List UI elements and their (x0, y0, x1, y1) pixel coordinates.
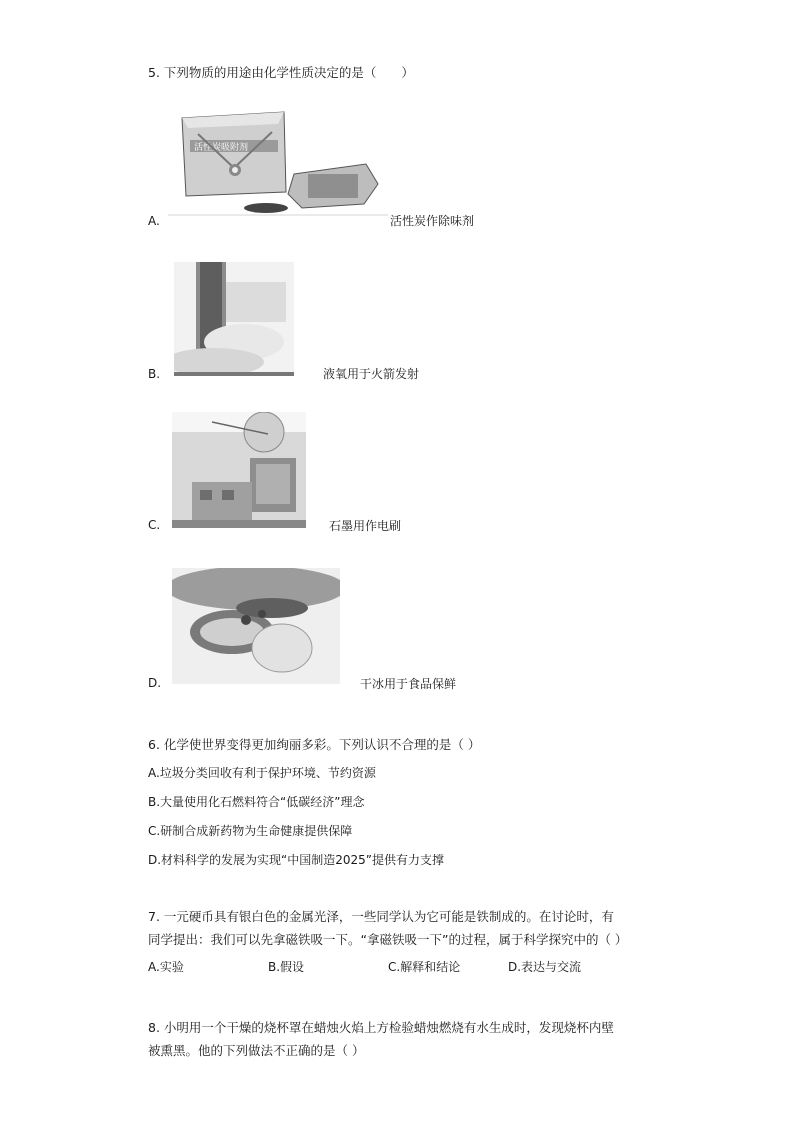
q5-option-c-image (172, 412, 306, 528)
q5-option-a-image (168, 104, 388, 222)
q7-option-d: D.表达与交流 (508, 960, 582, 974)
q5-option-b-caption: 液氧用于火箭发射 (323, 367, 420, 381)
q5-option-d-image (172, 568, 340, 684)
q7-stem-line2: 同学提出：我们可以先拿磁铁吸一下。“拿磁铁吸一下”的过程，属于科学探究中的（ ） (148, 932, 628, 947)
q6-option-a: A.垃圾分类回收有利于保护环境、节约资源 (148, 766, 376, 780)
q6-option-b: B.大量使用化石燃料符合“低碳经济”理念 (148, 795, 365, 809)
q7-option-a: A.实验 (148, 960, 184, 974)
q5-option-c-caption: 石墨用作电刷 (329, 519, 402, 533)
q5-option-a-letter: A. (148, 214, 160, 228)
q6-stem: 6. 化学使世界变得更加绚丽多彩。下列认识不合理的是（ ） (148, 737, 481, 752)
q5-option-d-letter: D. (148, 676, 162, 690)
q5-option-d-caption: 干冰用于食品保鲜 (360, 677, 457, 691)
q5-stem: 5. 下列物质的用途由化学性质决定的是（ ） (148, 65, 414, 80)
q5-option-b-letter: B. (148, 367, 161, 381)
q6-option-d: D.材料科学的发展为实现“中国制造2025”提供有力支撑 (148, 853, 445, 867)
q5-option-a-caption: 活性炭作除味剂 (390, 214, 475, 228)
q7-option-c: C.解释和结论 (388, 960, 461, 974)
q5-option-c-letter: C. (148, 518, 161, 532)
q7-option-b: B.假设 (268, 960, 305, 974)
q5-option-b-image (174, 262, 294, 376)
q8-stem-line1: 8. 小明用一个干燥的烧杯罩在蜡烛火焰上方检验蜡烛燃烧有水生成时，发现烧杯内壁 (148, 1020, 614, 1035)
q5-option-a-box-text: 活性炭吸附剂 (194, 143, 249, 153)
q8-stem-line2: 被熏黑。他的下列做法不正确的是（ ） (148, 1043, 365, 1058)
q6-option-c: C.研制合成新药物为生命健康提供保障 (148, 824, 353, 838)
q7-stem-line1: 7. 一元硬币具有银白色的金属光泽，一些同学认为它可能是铁制成的。在讨论时，有 (148, 909, 614, 924)
